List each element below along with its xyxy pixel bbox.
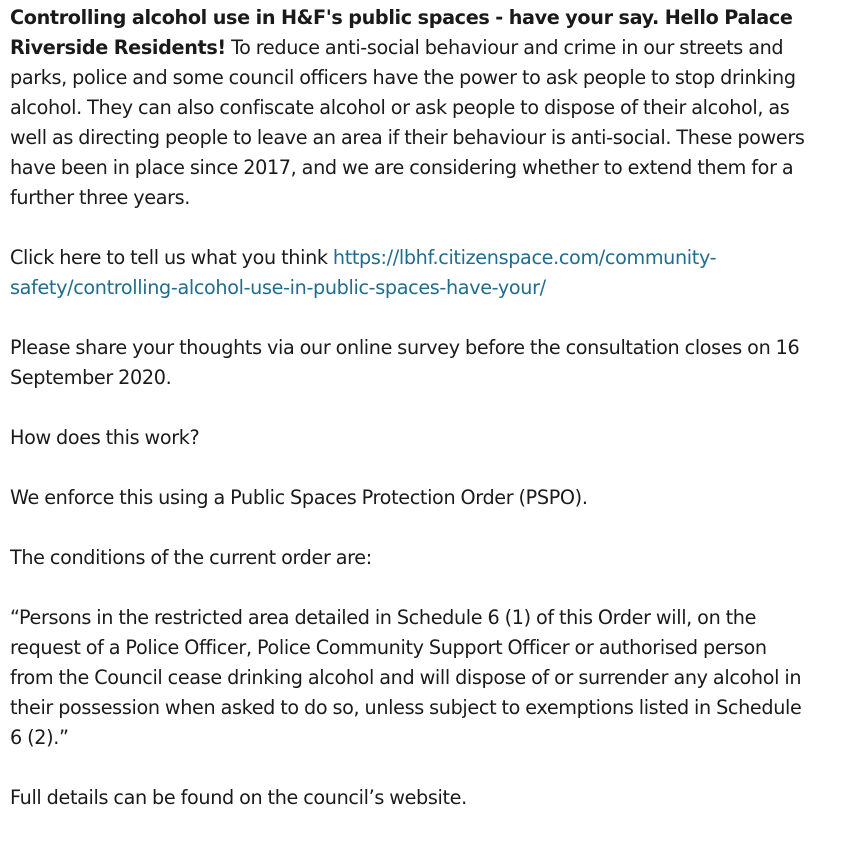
conditions-intro-paragraph: The conditions of the current order are: [10,546,372,569]
deadline-paragraph: Please share your thoughts via our online survey before the consultation closes on 16 September 2020. [10,336,800,389]
pspo-paragraph: We enforce this using a Public Spaces Protection Order (PSPO). [10,486,588,509]
order-quote: “Persons in the restricted area detailed in Schedule 6 (1) of this Order will, on the request of a Police Officer, Police Community Support Officer or authorised person from the Council cease drinking alcohol and will dispose of or surrender any alcohol in their possession when asked to do so, unless subject to exemptions listed in Schedule 6 (2).” [10,606,802,749]
question-paragraph: How does this work? [10,426,200,449]
footer-paragraph: Full details can be found on the council’s website. [10,786,467,809]
post-headline: Controlling alcohol use in H&F's public spaces - have your say. Hello Palace Riverside Residents! [10,6,793,59]
cta-text: Click here to tell us what you think [10,246,328,269]
intro-text: To reduce anti-social behaviour and crime in our streets and parks, police and some council officers have the power to ask people to stop drinking alcohol. They can also confiscate alcohol or ask people to dispose of their alcohol, as well as directing people to leave an area if their behaviour is anti-social. These powers have been in place since 2017, and we are considering whether to extend them for a further three years. [10,36,805,209]
post-body [10,3,815,843]
cta-paragraph [10,243,815,303]
survey-link[interactable]: https://lbhf.citizenspace.com/community-safety/controlling-alcohol-use-in-public-spaces-have-your/ [10,246,717,299]
intro-paragraph [10,3,815,213]
